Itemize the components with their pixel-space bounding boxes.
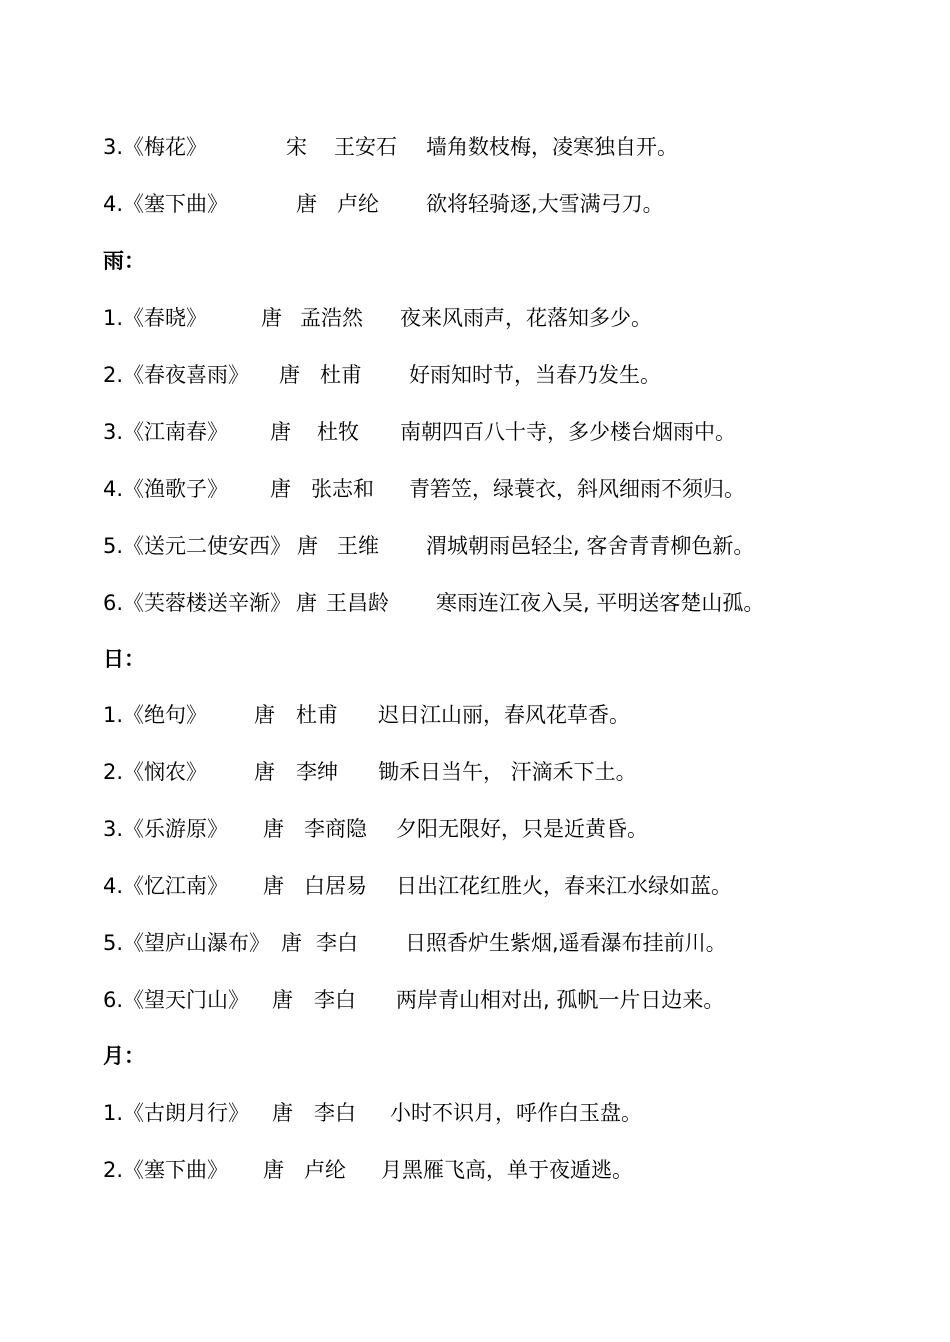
section-heading-moon: 月： (103, 1044, 145, 1068)
poem-verse: 南朝四百八十寺，多少楼台烟雨中。 (400, 420, 736, 444)
poem-dynasty: 唐 (272, 988, 293, 1012)
poem-author: 白居易 (304, 874, 367, 898)
poem-dynasty: 唐 (254, 760, 275, 784)
poem-dynasty: 唐 (296, 192, 317, 216)
poem-dynasty: 唐 (254, 703, 275, 727)
poem-title: 3.《乐游原》 (103, 817, 229, 841)
section-heading-sun: 日： (103, 647, 145, 671)
poem-verse: 青箬笠，绿蓑衣，斜风细雨不须归。 (409, 477, 745, 501)
poem-dynasty: 唐 (279, 363, 300, 387)
poem-dynasty: 唐 (270, 420, 291, 444)
poem-title: 1.《绝句》 (103, 703, 208, 727)
poem-author: 王昌龄 (326, 591, 389, 615)
poem-dynasty: 唐 (296, 591, 317, 615)
poem-title: 4.《忆江南》 (103, 874, 229, 898)
poem-dynasty: 唐 (263, 817, 284, 841)
poem-verse: 夜来风雨声，花落知多少。 (400, 306, 652, 330)
poem-author: 李绅 (296, 760, 338, 784)
poem-verse: 迟日江山丽，春风花草香。 (378, 703, 630, 727)
poem-title: 3.《梅花》 (103, 135, 208, 159)
poem-verse: 寒雨连江夜入吴, 平明送客楚山孤。 (436, 591, 765, 615)
poem-author: 李商隐 (304, 817, 367, 841)
poem-title: 6.《望天门山》 (103, 988, 250, 1012)
poem-verse: 好雨知时节，当春乃发生。 (409, 363, 661, 387)
poem-title: 1.《古朗月行》 (103, 1101, 250, 1125)
poem-verse: 墙角数枝梅，凌寒独自开。 (426, 135, 678, 159)
poem-author: 张志和 (311, 477, 374, 501)
poem-author: 杜甫 (320, 363, 362, 387)
poem-title: 3.《江南春》 (103, 420, 229, 444)
poem-author: 王安石 (334, 135, 397, 159)
poem-dynasty: 唐 (270, 477, 291, 501)
poem-author: 李白 (316, 931, 358, 955)
poem-title: 4.《塞下曲》 (103, 192, 229, 216)
poem-author: 李白 (314, 988, 356, 1012)
poem-dynasty: 唐 (272, 1101, 293, 1125)
poem-verse: 锄禾日当午， 汗滴禾下土。 (378, 760, 637, 784)
poem-title: 2.《春夜喜雨》 (103, 363, 250, 387)
poem-author: 杜甫 (296, 703, 338, 727)
section-heading-rain: 雨： (103, 249, 145, 273)
poem-dynasty: 唐 (263, 1158, 284, 1182)
poem-title: 4.《渔歌子》 (103, 477, 229, 501)
poem-verse: 欲将轻骑逐,大雪满弓刀。 (426, 192, 664, 216)
poem-verse: 渭城朝雨邑轻尘, 客舍青青柳色新。 (426, 534, 755, 558)
poem-author: 王维 (337, 534, 379, 558)
poem-author: 杜牧 (317, 420, 359, 444)
poem-title: 1.《春晓》 (103, 306, 208, 330)
poem-dynasty: 唐 (297, 534, 318, 558)
poem-dynasty: 唐 (261, 306, 282, 330)
poem-verse: 夕阳无限好，只是近黄昏。 (396, 817, 648, 841)
poem-author: 孟浩然 (300, 306, 363, 330)
poem-verse: 月黑雁飞高，单于夜遁逃。 (381, 1158, 633, 1182)
poem-title: 5.《望庐山瀑布》 (103, 931, 271, 955)
poem-author: 卢纶 (337, 192, 379, 216)
poem-title: 2.《悯农》 (103, 760, 208, 784)
poem-title: 6.《芙蓉楼送辛渐》 (103, 591, 292, 615)
poem-title: 5.《送元二使安西》 (103, 534, 292, 558)
poem-verse: 小时不识月，呼作白玉盘。 (390, 1101, 642, 1125)
poem-dynasty: 唐 (281, 931, 302, 955)
poem-dynasty: 唐 (263, 874, 284, 898)
poem-title: 2.《塞下曲》 (103, 1158, 229, 1182)
poem-verse: 日照香炉生紫烟,遥看瀑布挂前川。 (405, 931, 727, 955)
poem-author: 卢纶 (304, 1158, 346, 1182)
poem-dynasty: 宋 (286, 135, 307, 159)
poem-author: 李白 (314, 1101, 356, 1125)
poem-verse: 日出江花红胜火，春来江水绿如蓝。 (396, 874, 732, 898)
poem-verse: 两岸青山相对出, 孤帆一片日边来。 (396, 988, 725, 1012)
